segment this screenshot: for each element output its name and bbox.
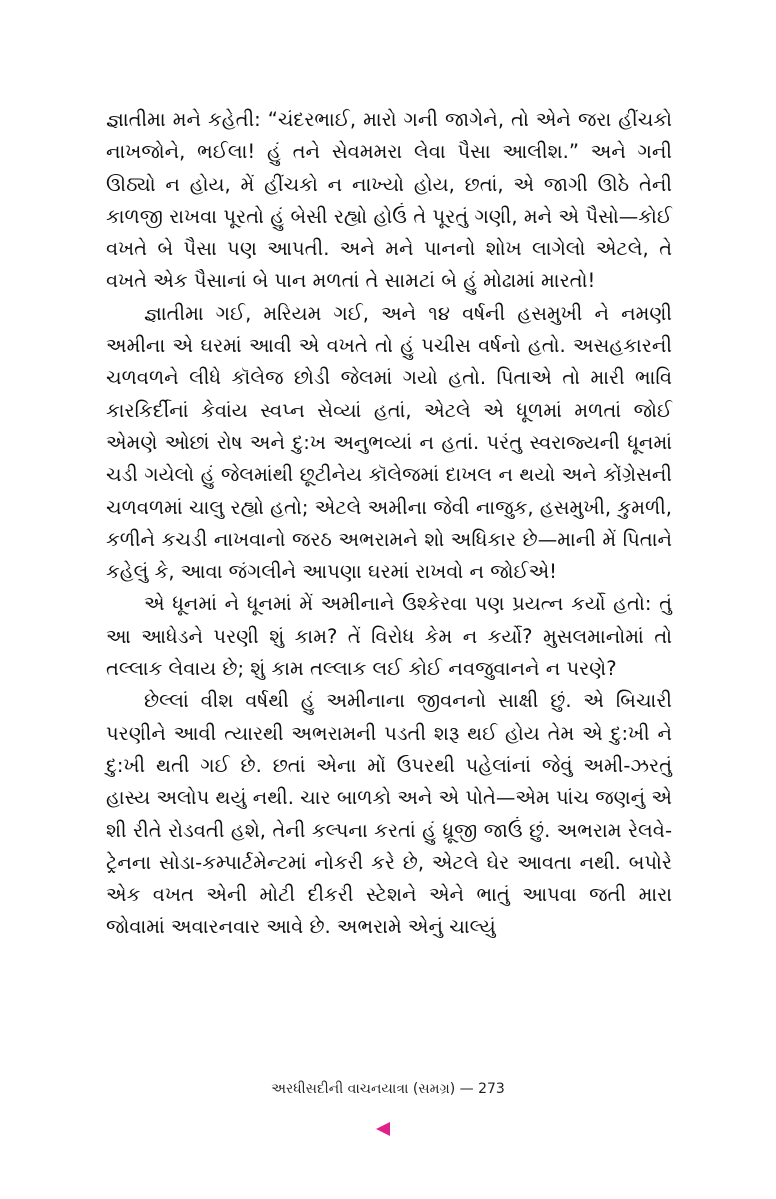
triangle-left-icon[interactable] (376, 1122, 390, 1136)
page-body-text (106, 104, 672, 944)
paragraph-1: જ્ઞાતીમા મને કહેતી: “ચંદરભાઈ, મારો ગની જાગેને, તો એને જરા હીંચકો નાખજોને, ભઈલા! હું તને સેવમમરા લેવા પૈસા આલીશ.” અને ગની ઊઠ્યો ન હોય, મેં હીંચકો ન નાખ્યો હોય, છતાં, એ જાગી ઊઠે તેની કાળજી રાખવા પૂરતો હું બેસી રહ્યો હોઉં તે પૂરતું ગણી, મને એ પૈસો—કોઈ વખતે બે પૈસા પણ આપતી. અને મને પાનનો શોખ લાગેલો એટલે, તે વખતે એક પૈસાનાં બે પાન મળતાં તે સામટાં બે હું મોઢામાં મારતો! (106, 108, 672, 293)
paragraph-3: એ ધૂનમાં ને ધૂનમાં મેં અમીનાને ઉશ્કેરવા પણ પ્રયત્ન કર્યો હતો: તું આ આધેડને પરણી શું કામ? તેં વિરોધ કેમ ન કર્યો? મુસલમાનોમાં તો તલ્લાક લેવાય છે; શું કામ તલ્લાક લઈ કોઈ નવજુવાનને ન પરણે? (106, 592, 672, 681)
paragraph-2: જ્ઞાતીમા ગઈ, મરિયમ ગઈ, અને ૧૪ વર્ષની હસમુખી ને નમણી અમીના એ ઘરમાં આવી એ વખતે તો હું પચીસ વર્ષનો હતો. અસહકારની ચળવળને લીધે કૉલેજ છોડી જેલમાં ગયો હતો. પિતાએ તો મારી ભાવિ કારકિર્દીનાં કેવાંય સ્વપ્ન સેવ્યાં હતાં, એટલે એ ધૂળમાં મળતાં જોઈ એમણે ઓછાં રોષ અને દુ:ખ અનુભવ્યાં ન હતાં. પરંતુ સ્વરાજ્યની ધૂનમાં ચડી ગયેલો હું જેલમાંથી છૂટીનેય કૉલેજમાં દાખલ ન થયો અને કોંગ્રેસની ચળવળમાં ચાલુ રહ્યો હતો; એટલે અમીના જેવી નાજુક, હસમુખી, કુમળી, કળીને કચડી નાખવાનો જરઠ અભરામને શો અધિકાર છે—માની મેં પિતાને કહેલું કે, આવા જંગલીને આપણા ઘરમાં રાખવો ન જોઈએ! (106, 301, 672, 584)
paragraph-4: છેલ્લાં વીશ વર્ષથી હું અમીનાના જીવનનો સાક્ષી છું. એ બિચારી પરણીને આવી ત્યારથી અભરામની પડતી શરૂ થઈ હોય તેમ એ દુ:ખી ને દુ:ખી થતી ગઈ છે. છતાં એના મોં ઉપરથી પહેલાંનાં જેવું અમી-ઝરતું હાસ્ય અલોપ થયું નથી. ચાર બાળકો અને એ પોતે—એમ પાંચ જણનું એ શી રીતે રોડવતી હશે, તેની કલ્પના કરતાં હું ધ્રૂજી જાઉં છું. અભરામ રેલવે-ટ્રેનના સોડા-કમ્પાર્ટમેન્ટમાં નોકરી કરે છે, એટલે ઘેર આવતા નથી. બપોરે એક વખત એની મોટી દીકરી સ્ટેશને એને ભાતું આપવા જતી મારા જોવામાં અવારનવાર આવે છે. અભરામે એનું ચાલ્યું (106, 689, 672, 939)
page-footer: અરધીસદીની વાચનયાત્રા (સમગ્ર) — 273 (271, 1081, 505, 1097)
